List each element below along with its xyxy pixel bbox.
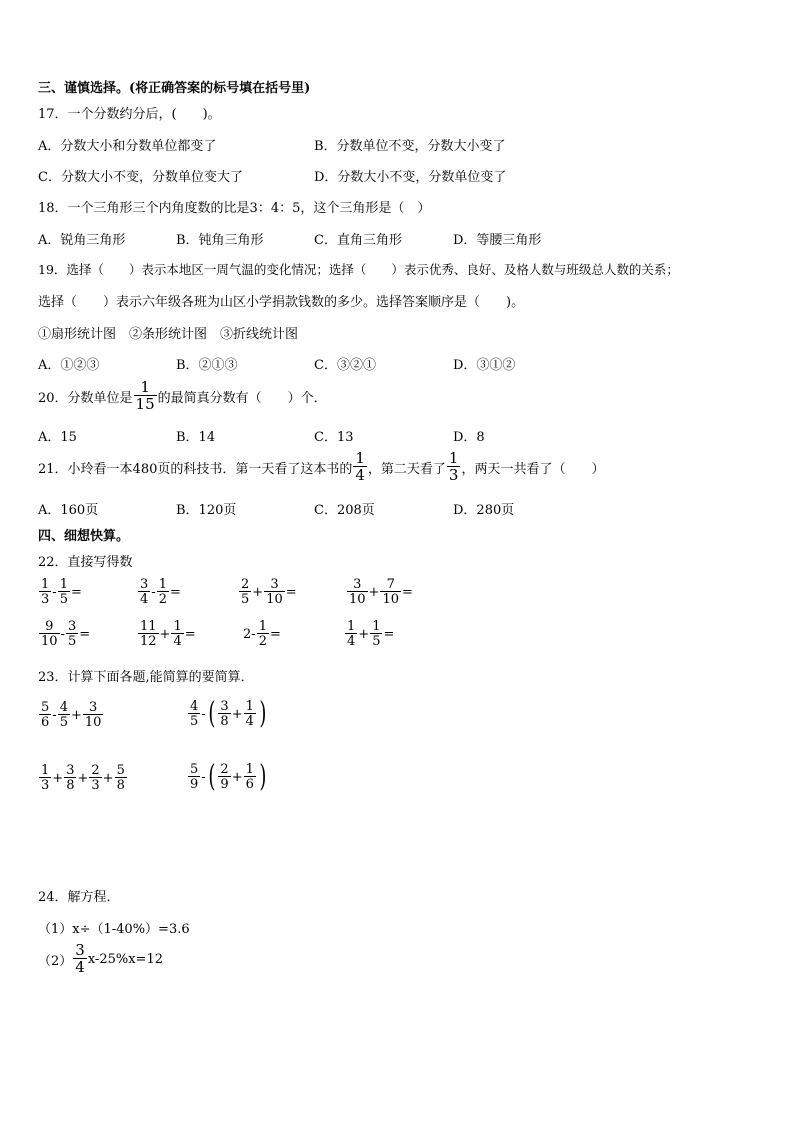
question-24-stem: 24．解方程． xyxy=(38,890,120,905)
denominator: 10 xyxy=(41,634,58,649)
numerator: 1 xyxy=(347,619,356,634)
denominator: 10 xyxy=(382,592,399,607)
denominator: 4 xyxy=(140,592,149,607)
right-parenthesis: ) xyxy=(259,696,267,731)
numerator: 5 xyxy=(116,763,125,778)
numerator: 3 xyxy=(270,577,279,592)
numerator: 1 xyxy=(41,577,50,592)
denominator: 10 xyxy=(349,592,366,607)
denominator: 4 xyxy=(347,634,356,649)
equals: = xyxy=(184,626,196,642)
fraction xyxy=(188,700,200,728)
numerator: 4 xyxy=(190,699,199,714)
question-21-stem xyxy=(38,451,604,483)
q18-option-c: C．直角三角形 xyxy=(314,233,402,248)
numerator: 1 xyxy=(372,619,381,634)
numerator: 5 xyxy=(41,700,50,715)
numerator: 11 xyxy=(140,619,157,634)
q18-option-b: B．钝角三角形 xyxy=(176,233,264,248)
operator: + xyxy=(368,584,380,600)
denominator: 3 xyxy=(41,778,50,793)
q20-suffix: 的最简真分数有（ ）个． xyxy=(157,390,327,406)
fraction xyxy=(83,701,104,729)
q19-option-b: B．②①③ xyxy=(176,358,238,373)
q23-calculation-4 xyxy=(187,759,269,794)
numerator: 1 xyxy=(245,699,254,714)
denominator: 12 xyxy=(140,634,157,649)
question-20-stem xyxy=(38,380,327,412)
fraction xyxy=(39,701,51,729)
operator: - xyxy=(52,584,57,600)
fraction xyxy=(138,578,150,606)
q22-expression-5 xyxy=(38,620,90,648)
denominator: 2 xyxy=(158,592,167,607)
numerator: 7 xyxy=(386,577,395,592)
left-parenthesis: ( xyxy=(208,759,216,794)
fraction xyxy=(39,578,51,606)
fraction xyxy=(218,700,230,728)
denominator: 10 xyxy=(84,715,102,730)
fraction xyxy=(244,700,256,728)
q21-option-b: B．120页 xyxy=(176,503,237,518)
q20-option-a: A．15 xyxy=(38,430,77,445)
operator: - xyxy=(151,584,156,600)
denominator: 5 xyxy=(372,634,381,649)
fraction xyxy=(370,620,382,648)
q17-option-a: A．分数大小和分数单位都变了 xyxy=(38,139,217,154)
q20-option-d: D．8 xyxy=(453,430,485,445)
numerator: 1 xyxy=(173,619,182,634)
fraction xyxy=(347,578,368,606)
numerator: 1 xyxy=(41,763,50,778)
numerator: 2 xyxy=(91,763,100,778)
q19-option-c: C．③②① xyxy=(314,358,376,373)
question-19-line-2: 选择（ ）表示六年级各班为山区小学捐款钱数的多少。选择答案顺序是（ )。 xyxy=(38,295,525,310)
numerator: 1 xyxy=(258,619,267,634)
q21-prefix: 21．小玲看一本480页的科技书．第一天看了这本书的 xyxy=(38,461,353,477)
fraction xyxy=(73,943,87,975)
q22-expression-2 xyxy=(137,578,181,606)
fraction xyxy=(58,701,70,729)
denominator: 5 xyxy=(67,634,77,649)
q20-option-c: C．13 xyxy=(314,430,354,445)
fraction xyxy=(39,620,60,648)
denominator: 8 xyxy=(66,778,75,793)
q21-option-d: D．280页 xyxy=(453,503,515,518)
fraction xyxy=(239,578,251,606)
denominator: 3 xyxy=(41,592,50,607)
denominator: 6 xyxy=(245,777,254,792)
q22-expression-6 xyxy=(137,620,196,648)
q22-expression-3 xyxy=(238,578,297,606)
fraction xyxy=(39,764,51,792)
q19-option-d: D．③①② xyxy=(453,358,516,373)
q21-option-c: C．208页 xyxy=(314,503,375,518)
fraction xyxy=(58,578,70,606)
fraction xyxy=(66,620,78,648)
q23-calculation-1 xyxy=(38,701,104,729)
denominator: 3 xyxy=(91,778,100,793)
operator: + xyxy=(70,707,82,723)
fraction xyxy=(244,763,256,791)
equals: = xyxy=(169,584,181,600)
operator: - xyxy=(60,626,65,642)
section-3-title: 三、谨慎选择。(将正确答案的标号填在括号里) xyxy=(38,81,311,96)
fraction xyxy=(64,764,76,792)
q20-fraction-numerator: 1 xyxy=(140,378,150,396)
operator: + xyxy=(102,770,114,786)
q21-option-a: A．160页 xyxy=(38,503,99,518)
q21-fraction-2-denominator: 3 xyxy=(448,466,459,484)
equals: = xyxy=(383,626,395,642)
q21-fraction-2-numerator: 1 xyxy=(448,449,459,467)
q21-fraction-1 xyxy=(353,451,367,483)
operator: - xyxy=(201,769,206,785)
q17-option-c: C．分数大小不变，分数单位变大了 xyxy=(38,170,243,185)
fraction xyxy=(157,578,169,606)
operator: + xyxy=(231,706,243,722)
denominator: 8 xyxy=(116,778,125,793)
q24-equation-1: （1）x÷（1-40%）=3.6 xyxy=(38,922,190,937)
operator: + xyxy=(52,770,64,786)
q21-fraction-2 xyxy=(447,451,461,483)
denominator: 2 xyxy=(258,634,267,649)
equals: = xyxy=(70,584,82,600)
question-19-line-1: 19．选择（ ）表示本地区一周气温的变化情况；选择（ ）表示优秀、良好、及格人数与班级总人数的关系； xyxy=(38,262,679,277)
q22-expression-4 xyxy=(346,578,413,606)
question-18-stem: 18．一个三角形三个内角度数的比是3：4：5，这个三角形是（ ） xyxy=(38,201,431,216)
denominator: 8 xyxy=(220,714,229,729)
q24-equation-2 xyxy=(38,943,163,975)
numerator: 1 xyxy=(59,577,68,592)
denominator: 10 xyxy=(266,592,283,607)
denominator: 5 xyxy=(190,714,199,729)
operator: + xyxy=(231,769,243,785)
q17-option-b: B．分数单位不变，分数大小变了 xyxy=(314,139,506,154)
numerator: 2 xyxy=(220,762,229,777)
q22-expression-1 xyxy=(38,578,82,606)
question-22-stem: 22．直接写得数 xyxy=(38,555,133,570)
fraction xyxy=(171,620,183,648)
q18-option-d: D．等腰三角形 xyxy=(453,233,542,248)
denominator: 5 xyxy=(59,592,68,607)
denominator: 5 xyxy=(59,715,68,730)
q23-calculation-2 xyxy=(187,696,269,731)
numerator: 3 xyxy=(67,619,77,634)
question-17-stem: 17．一个分数约分后，( )。 xyxy=(38,107,221,122)
numerator: 2 xyxy=(241,577,250,592)
q21-suffix: ，两天一共看了（ ） xyxy=(461,461,605,477)
numerator: 1 xyxy=(158,577,167,592)
operator: - xyxy=(201,706,206,722)
numerator: 3 xyxy=(89,700,98,715)
numerator: 3 xyxy=(75,941,85,959)
right-parenthesis: ) xyxy=(259,759,267,794)
denominator: 4 xyxy=(173,634,182,649)
numerator: 3 xyxy=(220,699,229,714)
operator: + xyxy=(252,584,264,600)
fraction xyxy=(257,620,269,648)
operator: + xyxy=(77,770,89,786)
q20-fraction-denominator: 15 xyxy=(135,395,155,413)
denominator: 9 xyxy=(220,777,229,792)
numerator: 3 xyxy=(140,577,149,592)
fraction xyxy=(115,764,127,792)
numerator: 1 xyxy=(245,762,254,777)
q21-fraction-1-denominator: 4 xyxy=(355,466,365,484)
equals: = xyxy=(285,584,297,600)
denominator: 6 xyxy=(41,715,50,730)
q19-option-a: A．①②③ xyxy=(38,358,100,373)
fraction xyxy=(89,764,101,792)
q18-option-a: A．锐角三角形 xyxy=(38,233,126,248)
q21-fraction-1-numerator: 1 xyxy=(355,449,365,467)
fraction xyxy=(380,578,401,606)
denominator: 9 xyxy=(190,777,199,792)
denominator: 4 xyxy=(245,714,254,729)
q19-chart-options: ①扇形统计图 ②条形统计图 ③折线统计图 xyxy=(38,327,299,342)
fraction xyxy=(188,763,200,791)
operator: - xyxy=(52,707,57,723)
fraction xyxy=(218,763,230,791)
section-4-title: 四、细想快算。 xyxy=(38,529,130,544)
fraction xyxy=(345,620,357,648)
q22-expression-8 xyxy=(344,620,394,648)
q24-eq2-suffix: x-25%x=12 xyxy=(87,951,163,967)
fraction xyxy=(138,620,159,648)
numerator: 3 xyxy=(353,577,362,592)
q21-middle: ，第二天看了 xyxy=(367,461,446,477)
q22-expression-7 xyxy=(243,620,281,648)
numerator: 3 xyxy=(66,763,75,778)
question-23-stem: 23．计算下面各题,能简算的要简算． xyxy=(38,670,254,685)
q20-fraction xyxy=(134,380,157,412)
denominator: 4 xyxy=(75,958,85,976)
q24-eq2-prefix: （2） xyxy=(38,953,73,969)
fraction xyxy=(264,578,285,606)
left-parenthesis: ( xyxy=(208,696,216,731)
q23-calculation-3 xyxy=(38,764,128,792)
numerator: 4 xyxy=(59,700,68,715)
equals: = xyxy=(402,584,413,600)
operator: + xyxy=(358,626,370,642)
q20-option-b: B．14 xyxy=(176,430,216,445)
equals: = xyxy=(269,626,281,642)
numerator: 9 xyxy=(45,619,54,634)
whole-number: 2 xyxy=(243,626,252,642)
q20-prefix: 20．分数单位是 xyxy=(38,390,133,406)
q17-option-d: D．分数大小不变，分数单位变了 xyxy=(314,170,507,185)
denominator: 5 xyxy=(241,592,250,607)
operator: - xyxy=(251,626,256,642)
operator: + xyxy=(159,626,171,642)
equals: = xyxy=(79,626,91,642)
numerator: 5 xyxy=(190,762,199,777)
